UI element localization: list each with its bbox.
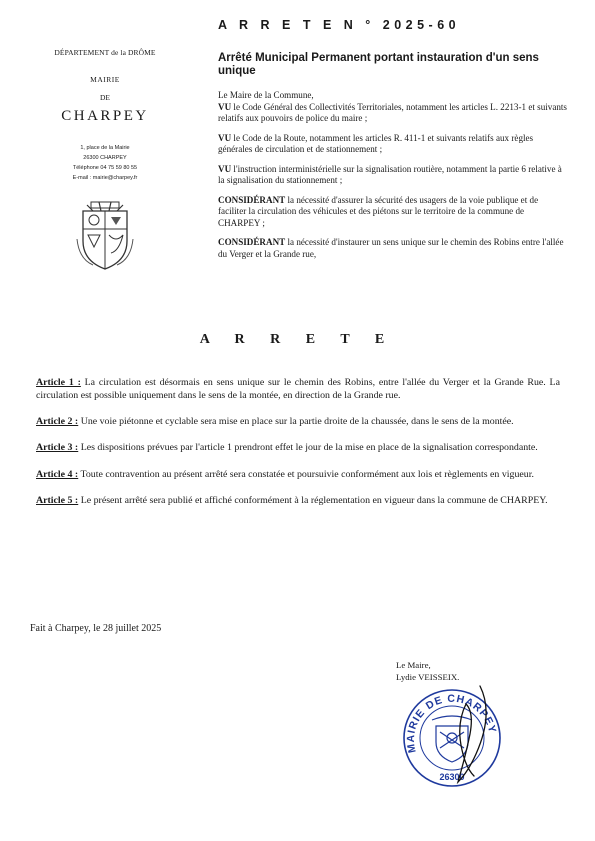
preamble-item: CONSIDÉRANT la nécessité d'assurer la sécurité des usagers de la voie publique et de faciliter la circulation des véhicules et des piétons sur le territoire de la commune de CHARPEY ;: [218, 194, 539, 228]
signature-icon: [436, 684, 496, 784]
preamble-item: VU le Code Général des Collectivités Territoriales, notamment les articles L. 2213-1 et suivants relatifs aux pouvoirs de police du maire ;: [218, 101, 567, 123]
article-label: Article 2 :: [36, 416, 79, 428]
signatory-block: [396, 660, 459, 683]
article-item: Article 1 : La circulation est désormais en sens unique sur le chemin des Robins, entre l'allée du Verger et la Grande Rue. La circulation est possible uniquement dans le sens de la montée, en direction de la Grande rue.: [36, 377, 560, 401]
decision-heading: A R R E T E: [199, 332, 396, 347]
mairie-label: MAIRIE: [90, 75, 120, 84]
department-line: DÉPARTEMENT de la DRÔME: [54, 48, 156, 57]
article-label: Article 3 :: [36, 442, 79, 454]
article-label: Article 5 :: [36, 494, 79, 506]
article-label: Article 4 :: [36, 468, 79, 480]
preamble-item: CONSIDÉRANT la nécessité d'instaurer un sens unique sur le chemin des Robins entre l'allée du Verger et la Grande rue,: [218, 237, 564, 259]
preamble-item: VU l'instruction interministérielle sur la signalisation routière, notamment la partie 6 relative à la signalisation du stationnement ;: [218, 163, 562, 185]
commune-name: CHARPEY: [61, 108, 149, 124]
stamp-postal: 26300: [439, 772, 465, 782]
article-item: Article 3 : Les dispositions prévues par l'article 1 prendront effet le jour de la mise en place de la signalisation correspondante.: [36, 442, 538, 454]
phone-line: Téléphone 04 75 59 80 55: [72, 165, 138, 171]
articles-list: [36, 377, 560, 521]
place-date: Fait à Charpey, le 28 juillet 2025: [30, 623, 162, 634]
postal-line: 26300 CHARPEY: [83, 155, 127, 161]
address-line: 1, place de la Mairie: [80, 145, 130, 151]
preamble-intro: Le Maire de la Commune,: [218, 90, 314, 100]
preamble-item: VU le Code de la Route, notamment les articles R. 411-1 et suivants relatifs aux règles générales de circulation et de stationnement ;: [218, 132, 534, 154]
de-label: DE: [100, 93, 110, 102]
article-item: Article 5 : Le présent arrêté sera publié et affiché conformément à la réglementation en vigueur dans la commune de CHARPEY.: [36, 494, 548, 506]
document-title: Arrêté Municipal Permanent portant instauration d'un sens unique: [218, 52, 539, 77]
signatory-role: Le Maire,: [396, 660, 431, 670]
contact-block: [20, 143, 190, 183]
mairie-letterhead: [20, 48, 190, 273]
coat-of-arms-icon: [73, 199, 137, 273]
stamp-ring-text: MAIRIE DE CHARPEY: [404, 692, 499, 754]
signatory-name: Lydie VEISSEIX.: [396, 671, 460, 682]
preamble: [218, 90, 568, 268]
article-item: Article 2 : Une voie piétonne et cyclable sera mise en place sur la partie droite de la chaussée, dans le sens de la montée.: [36, 416, 514, 428]
email-line: E-mail : mairie@charpey.fr: [72, 175, 138, 181]
arrete-number: A R R E T E N ° 2025-60: [218, 18, 461, 32]
article-label: Article 1 :: [36, 377, 81, 388]
article-item: Article 4 : Toute contravention au présent arrêté sera constatée et poursuivie conformément aux lois et règlements en vigueur.: [36, 468, 534, 480]
